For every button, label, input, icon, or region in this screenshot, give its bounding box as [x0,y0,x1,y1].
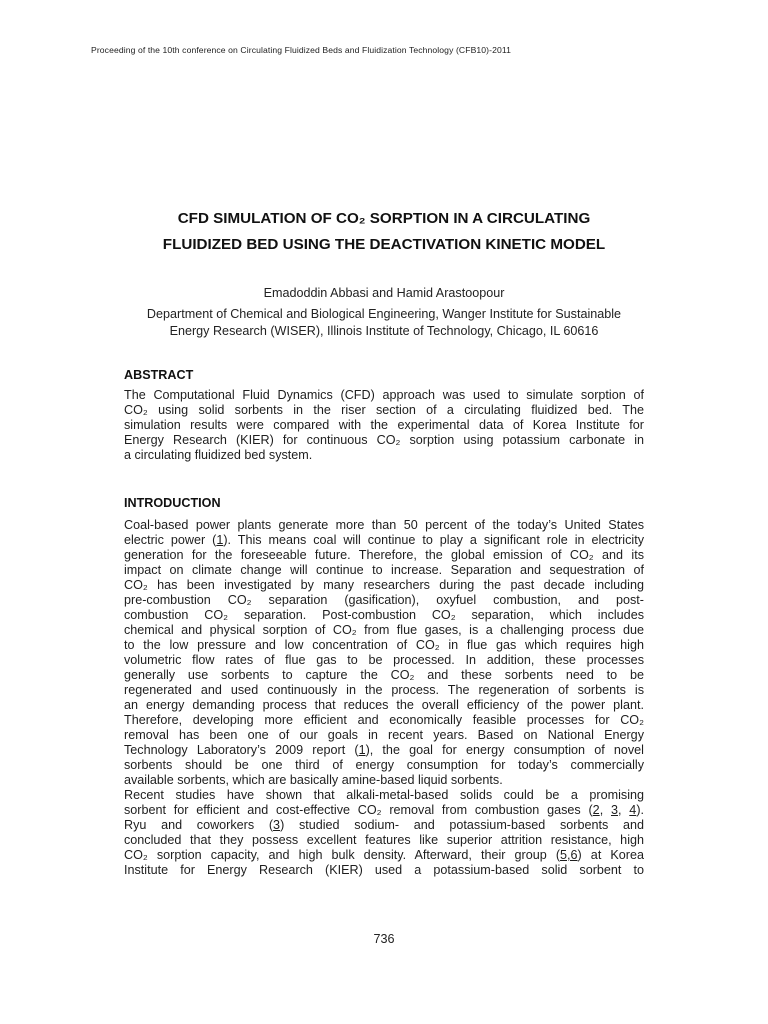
abstract-line: simulation results were compared with the experimental data of Korea Institute for [124,418,644,432]
authors: Emadoddin Abbasi and Hamid Arastoopour [263,286,505,300]
paper-title [100,206,668,258]
affiliation-line-1: Department of Chemical and Biological Engineering, Wanger Institute for Sustainable [146,307,622,321]
citation-link[interactable]: 4 [629,803,637,817]
affiliation-line-2: Energy Research (WISER), Illinois Institute of Technology, Chicago, IL 60616 [169,324,599,338]
paper-title-line-1: CFD SIMULATION OF CO₂ SORPTION IN A CIRCULATING [177,210,591,227]
intro-line: Ryu and coworkers (3) studied sodium- and potassium-based sorbents and [124,818,644,832]
intro-line: available sorbents, which are basically amine-based liquid sorbents. [124,773,503,787]
intro-line: volumetric flow rates of flue gas to be processed. In addition, these processes [124,653,644,667]
intro-line: combustion CO₂ separation. Post-combustion CO₂ separation, which includes [124,608,644,622]
abstract-line: Energy Research (KIER) for continuous CO₂ sorption using potassium carbonate in [124,433,644,447]
intro-line: Institute for Energy Research (KIER) used a potassium-based solid sorbent to [124,863,644,877]
citation-link[interactable]: 1 [358,743,366,757]
intro-line: chemical and physical sorption of CO₂ from flue gases, is a challenging process due [124,623,644,637]
affiliation [120,306,648,340]
intro-line: sorbent for efficient and cost-effective CO₂ removal from combustion gases (2, 3, 4). [124,803,644,817]
page-number: 736 [373,932,395,946]
intro-line: Recent studies have shown that alkali-metal-based solids could be a promising [124,788,644,802]
intro-line: electric power (1). This means coal will continue to play a significant role in electricity [124,533,644,547]
intro-line: generation for the foreseeable future. Therefore, the global emission of CO₂ and its [124,548,644,562]
citation-link[interactable]: 5,6 [560,848,578,862]
intro-line: CO₂ sorption capacity, and high bulk density. Afterward, their group (5,6) at Korea [124,848,644,862]
intro-line: concluded that they possess excellent features like superior attrition resistance, high [124,833,644,847]
abstract-line: a circulating fluidized bed system. [124,448,313,462]
introduction-paragraph [124,518,644,878]
paper-title-line-2: FLUIDIZED BED USING THE DEACTIVATION KINETIC MODEL [162,236,606,253]
intro-line: sorbents should be one third of energy consumption for today’s commercially [124,758,644,772]
citation-link[interactable]: 3 [273,818,281,832]
intro-line: Coal-based power plants generate more than 50 percent of the today’s United States [124,518,644,532]
intro-line: an energy demanding process that reduces the overall efficiency of the power plant. [124,698,644,712]
intro-line: regenerated and used continuously in the process. The regeneration of sorbents is [124,683,644,697]
abstract-line: CO₂ using solid sorbents in the riser section of a circulating fluidized bed. The [124,403,644,417]
citation-link[interactable]: 3 [610,803,618,817]
abstract-heading: ABSTRACT [124,368,194,382]
intro-line: Therefore, developing more efficient and economically feasible processes for CO₂ [124,713,644,727]
abstract-line: The Computational Fluid Dynamics (CFD) approach was used to simulate sorption of [124,388,644,402]
intro-line: CO₂ has been investigated by many researchers during the past decade including [124,578,644,592]
running-header: Proceeding of the 10th conference on Circulating Fluidized Beds and Fluidization Technology (CFB10)-2011 [91,45,511,55]
intro-line: pre-combustion CO₂ separation (gasification), oxyfuel combustion, and post- [124,593,644,607]
intro-line: to the low pressure and low concentration of CO₂ in flue gas which requires high [124,638,644,652]
citation-link[interactable]: 2 [592,803,600,817]
intro-line: generally use sorbents to capture the CO₂ and these sorbents need to be [124,668,644,682]
citation-link[interactable]: 1 [216,533,224,547]
intro-line: Technology Laboratory’s 2009 report (1), the goal for energy consumption of novel [124,743,644,757]
introduction-heading: INTRODUCTION [124,496,221,510]
intro-line: impact on climate change will continue to increase. Separation and sequestration of [124,563,644,577]
abstract-paragraph [124,388,644,463]
intro-line: removal has been one of our goals in recent years. Based on National Energy [124,728,644,742]
